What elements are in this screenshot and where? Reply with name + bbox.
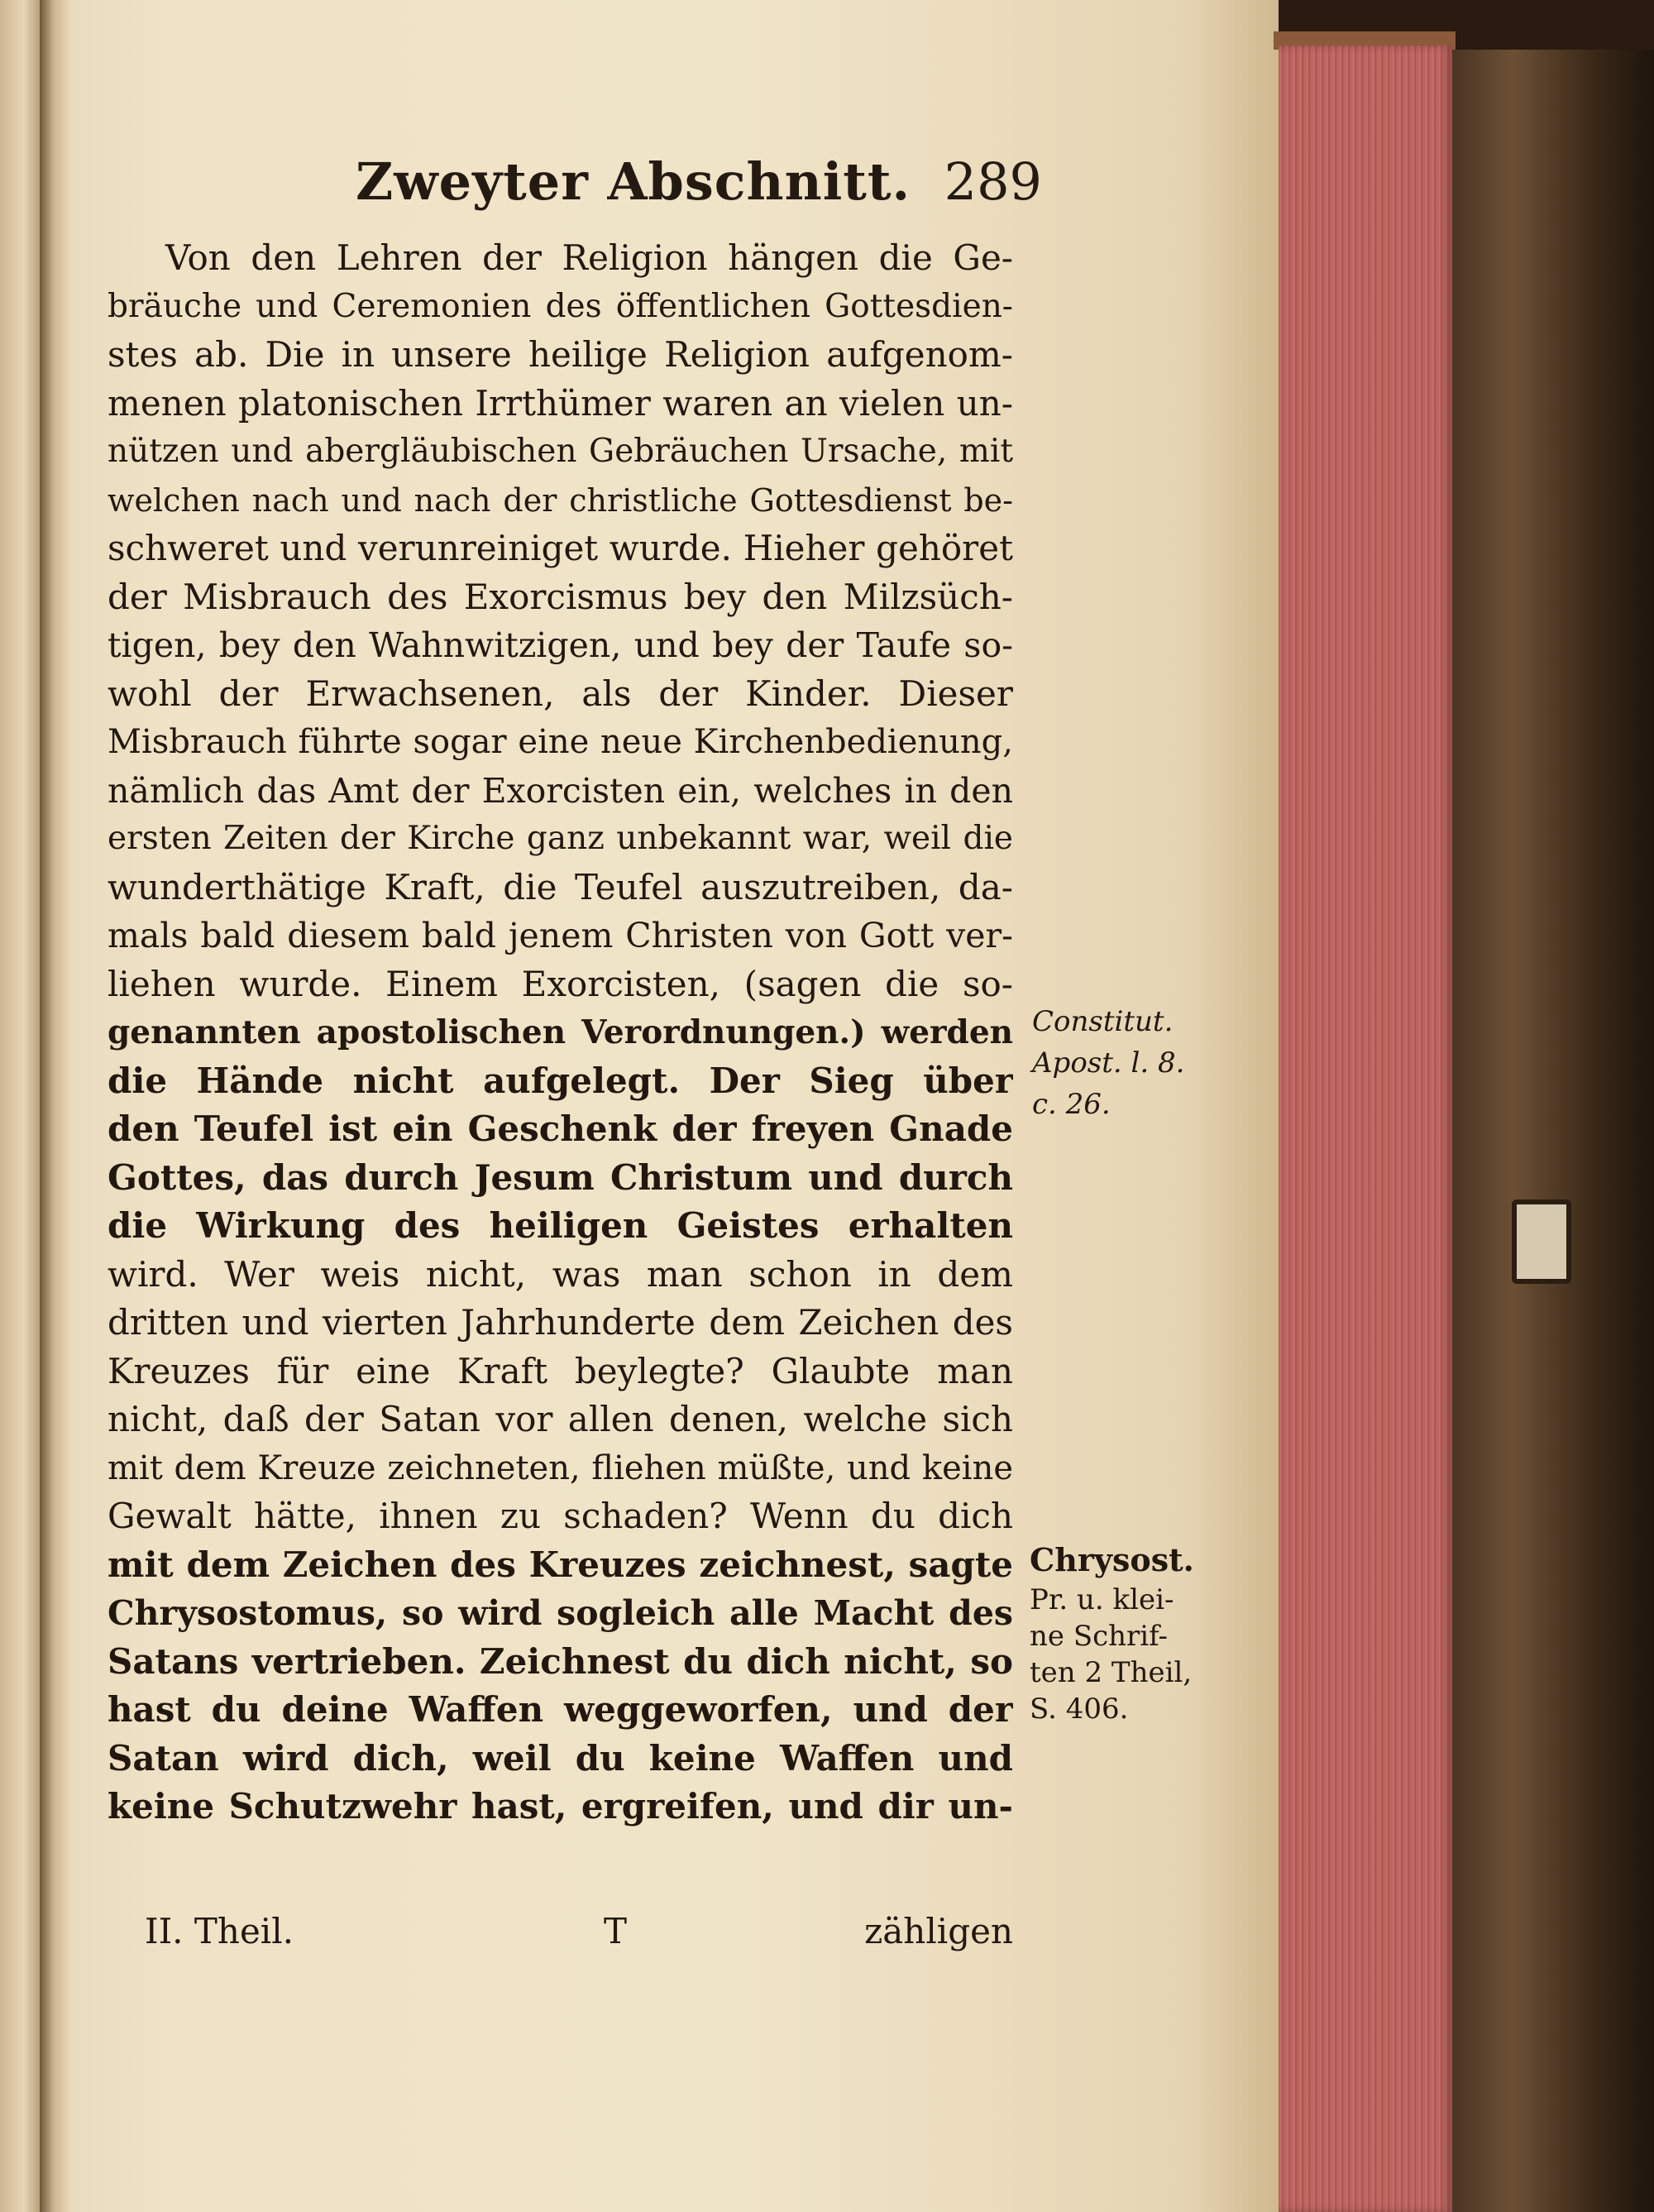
text-line: nämlich das Amt der Exorcisten ein, welches in den: [108, 770, 1013, 811]
text-line: Gottes, das durch Jesum Christum und durch: [108, 1156, 1013, 1198]
text-line: liehen wurde. Einem Exorcisten, (sagen die so-: [108, 963, 1013, 1004]
text-line: nicht, daß der Satan vor allen denen, welche sich: [108, 1399, 1013, 1439]
text-line: stes ab. Die in unsere heilige Religion aufgenom-: [108, 334, 1013, 375]
left-page-edge: [0, 0, 40, 2212]
body-text: [108, 234, 1013, 1831]
catchword: zähligen: [864, 1911, 1013, 1951]
margin-note-line: ne Schrif-: [1030, 1620, 1169, 1653]
margin-note-chrysostom: [1030, 1539, 1220, 1727]
text-line: nützen und abergläubischen Gebräuchen Ursache, mit: [108, 433, 1013, 470]
text-line: Satan wird dich, weil du keine Waffen und: [108, 1737, 1013, 1779]
margin-note-line: Apost. l. 8.: [1032, 1046, 1185, 1080]
text-line: mit dem Zeichen des Kreuzes zeichnest, sagte: [108, 1544, 1013, 1585]
margin-note-constitution: [1032, 1001, 1214, 1125]
text-line: ersten Zeiten der Kirche ganz unbekannt war, weil die: [108, 820, 1013, 857]
text-line: keine Schutzwehr hast, ergreifen, und dir un-: [108, 1786, 1013, 1827]
text-line: wird. Wer weis nicht, was man schon in dem: [108, 1253, 1013, 1295]
text-line: welchen nach und nach der christliche Gottesdienst be-: [108, 481, 1013, 519]
text-line: Kreuzes für eine Kraft beylegte? Glaubte man: [108, 1350, 1013, 1391]
text-line: die Wirkung des heiligen Geistes erhalten: [108, 1205, 1013, 1246]
text-line: mals bald diesem bald jenem Christen von Gott ver-: [108, 916, 1013, 955]
text-line: bräuche und Ceremonien des öffentlichen Gottesdien-: [108, 287, 1013, 325]
margin-note-line: Constitut.: [1032, 1005, 1174, 1038]
margin-note-line: S. 406.: [1030, 1693, 1129, 1726]
page-number: 289: [944, 151, 1042, 212]
running-title: Zweyter Abschnitt.: [356, 151, 911, 212]
text-line: tigen, bey den Wahnwitzigen, und bey der Taufe so-: [108, 625, 1013, 665]
text-line: Gewalt hätte, ihnen zu schaden? Wenn du dich: [108, 1496, 1013, 1536]
book-gutter: [40, 0, 71, 2212]
text-line: schweret und verunreiniget wurde. Hieher gehöret: [108, 528, 1013, 568]
red-page-edges: [1279, 45, 1452, 2212]
text-line: Misbrauch führte sogar eine neue Kirchenbedienung,: [108, 723, 1013, 761]
text-line: genannten apostolischen Verordnungen.) werden: [108, 1013, 1013, 1051]
text-line: wohl der Erwachsenen, als der Kinder. Dieser: [108, 673, 1013, 714]
margin-note-line: ten 2 Theil,: [1030, 1656, 1193, 1689]
text-line: der Misbrauch des Exorcismus bey den Milzsüch-: [108, 576, 1013, 617]
text-line: hast du deine Waffen weggeworfen, und der: [108, 1689, 1013, 1730]
text-line: den Teufel ist ein Geschenk der freyen Gnade: [108, 1108, 1013, 1149]
running-header: [356, 145, 1042, 219]
signature-line: [145, 1907, 1013, 1956]
sheet-signature: T: [604, 1911, 628, 1951]
margin-note-line: Chrysost.: [1030, 1541, 1194, 1578]
text-line: Chrysostomus, so wird sogleich alle Macht des: [108, 1593, 1013, 1633]
text-line: dritten und vierten Jahrhunderte dem Zeichen des: [108, 1302, 1013, 1343]
volume-signature: II. Theil.: [145, 1911, 294, 1951]
text-line: wunderthätige Kraft, die Teufel auszutreiben, da-: [108, 866, 1013, 907]
cover-clasp: [1512, 1199, 1571, 1284]
margin-note-line: c. 26.: [1032, 1088, 1111, 1121]
text-line: mit dem Kreuze zeichneten, fliehen müßte, und keine: [108, 1448, 1013, 1487]
text-line: die Hände nicht aufgelegt. Der Sieg über: [108, 1060, 1013, 1101]
text-line: Von den Lehren der Religion hängen die Ge-: [165, 237, 1013, 278]
margin-note-line: Pr. u. klei-: [1030, 1583, 1174, 1616]
text-line: Satans vertrieben. Zeichnest du dich nicht, so: [108, 1640, 1013, 1682]
book-cover: [1452, 50, 1654, 2212]
text-line: menen platonischen Irrthümer waren an vielen un-: [108, 382, 1013, 424]
